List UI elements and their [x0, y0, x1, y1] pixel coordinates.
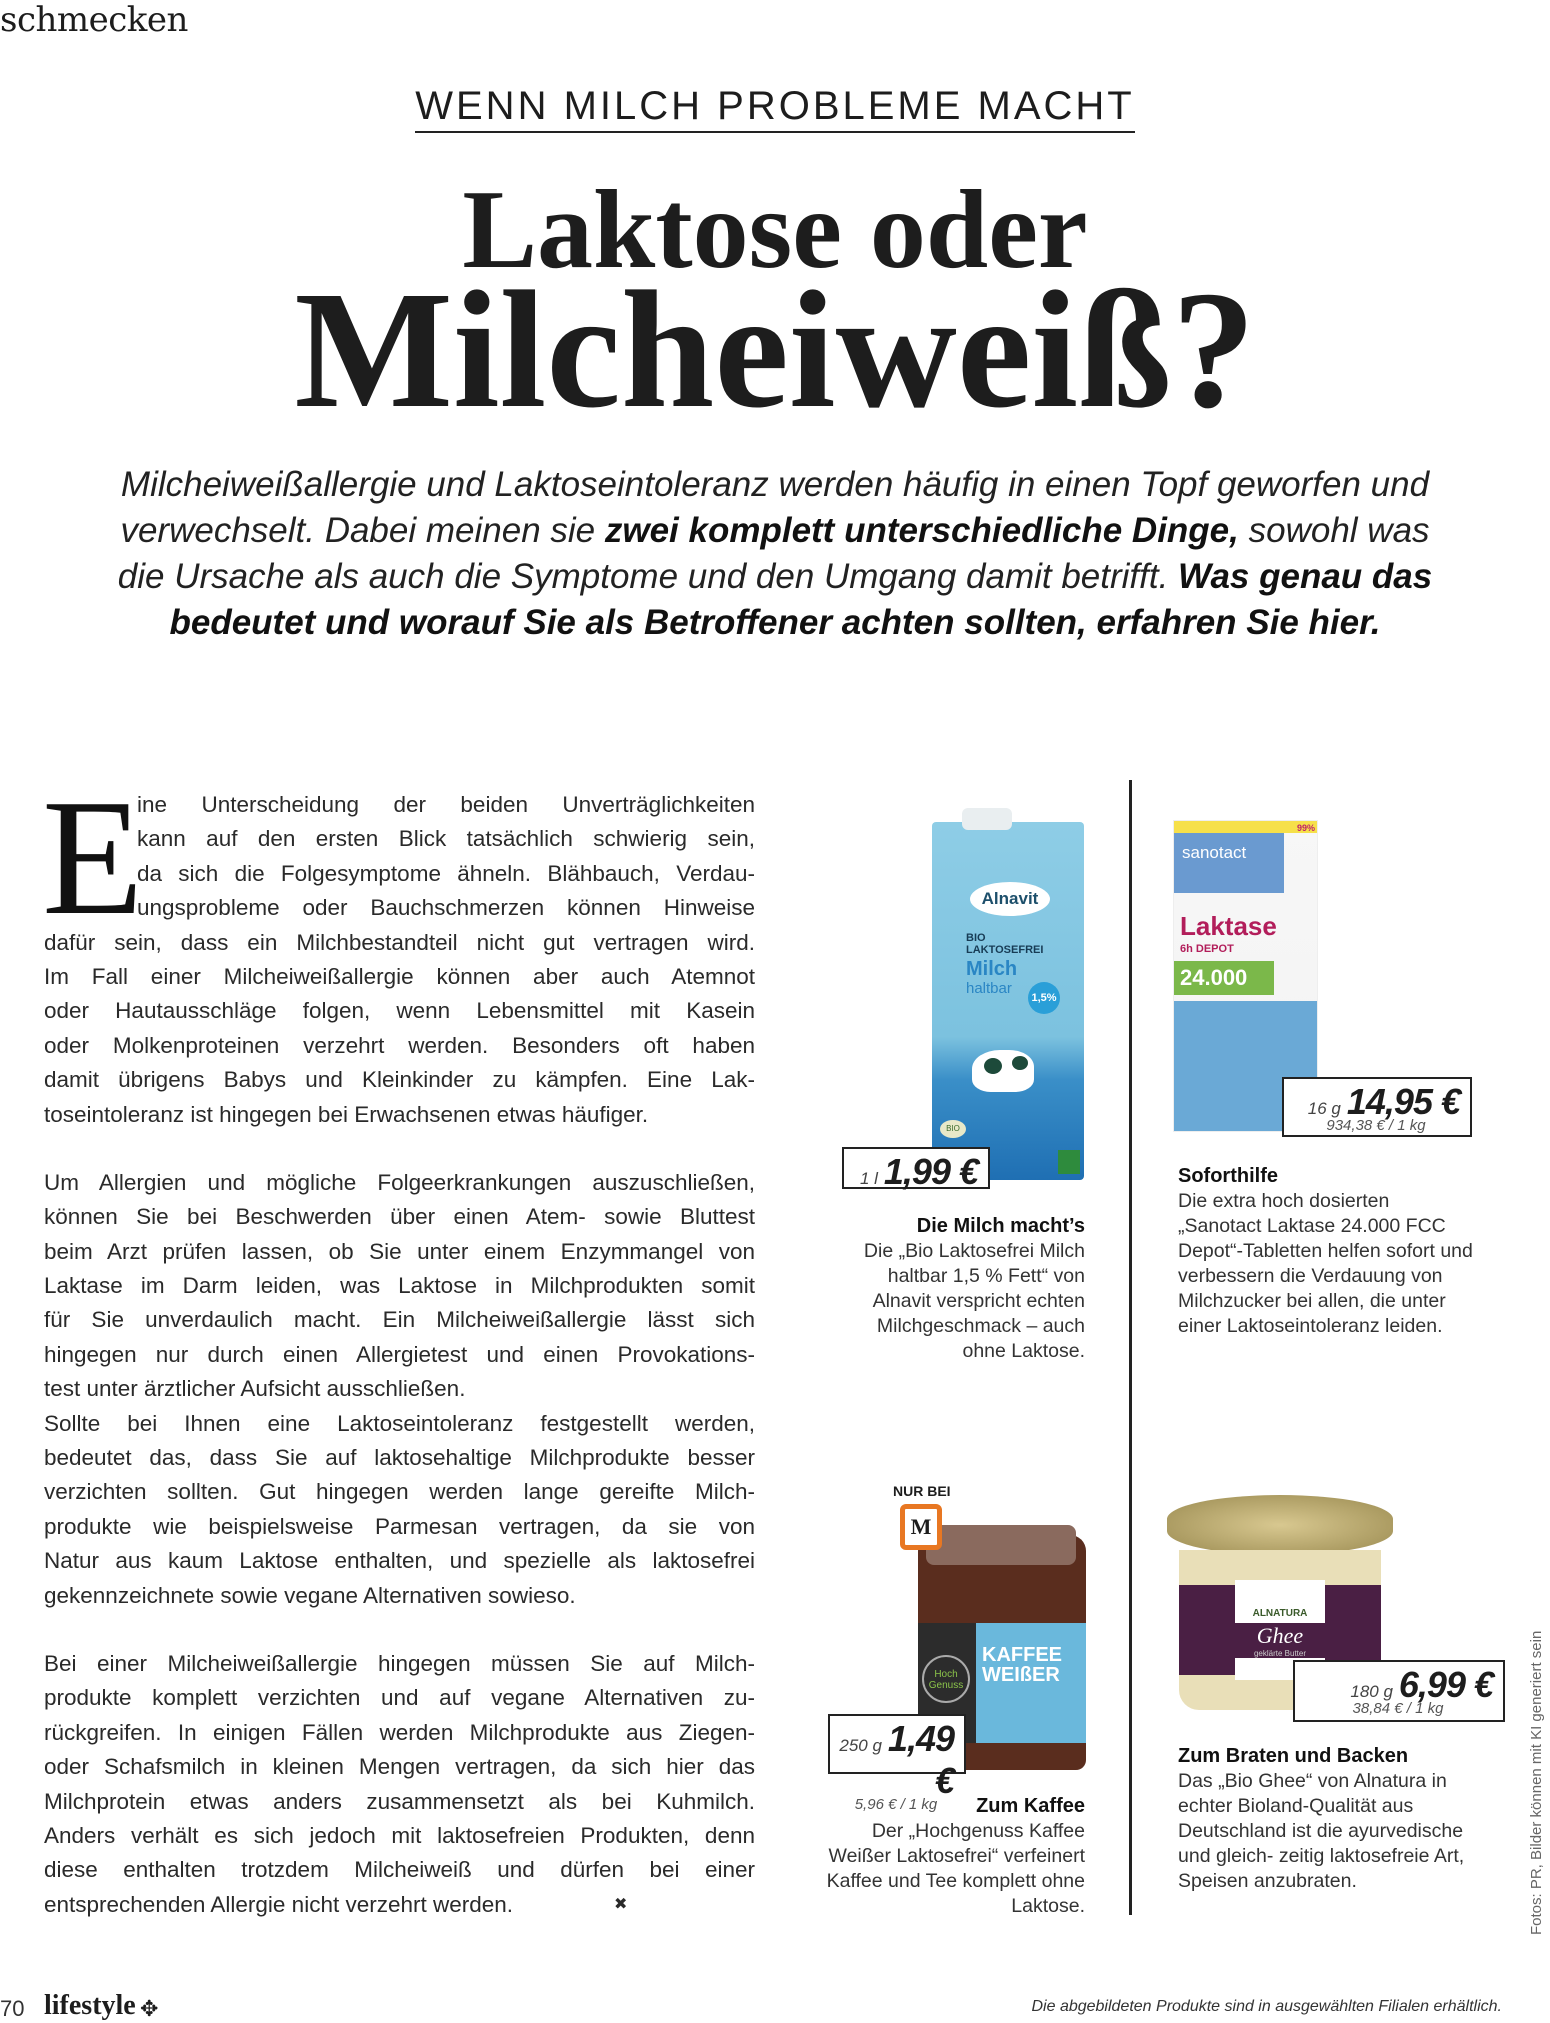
price: 14,95 €	[1346, 1081, 1460, 1122]
body-line: Bei einer Milcheiweißallergie hingegen müssen Sie auf Milch-	[44, 1650, 755, 1676]
body-line: toseintoleranz ist hingegen bei Erwachsenen etwas häufiger.	[44, 1101, 649, 1127]
pack-text: Ghee	[1235, 1623, 1325, 1649]
kicker-text: WENN MILCH PROBLEME MACHT	[415, 84, 1135, 133]
unit: 1 l	[859, 1169, 878, 1188]
body-line: für Sie unverdaulich macht. Ein Milcheiweißallergie lässt sich	[44, 1307, 755, 1333]
pack-text: 6h DEPOT	[1180, 943, 1234, 955]
body-line: oder Molkenproteinen verzehrt werden. Besonders oft haben	[44, 1032, 755, 1058]
body-line: Sollte bei Ihnen eine Laktoseintoleranz festgestellt werden,	[44, 1410, 755, 1436]
body-line: ine Unterscheidung der beiden Unverträglichkeiten	[137, 792, 755, 817]
product-caption	[1178, 1744, 1478, 1894]
intro-bold: Was genau das bedeutet und worauf Sie als Betroffener achten sollten, erfahren Sie hier.	[169, 557, 1433, 642]
pack-brand: sanotact	[1174, 833, 1284, 893]
product-title: Zum Kaffee	[976, 1795, 1085, 1817]
column-divider	[1129, 780, 1132, 1915]
product-title: Die Milch macht’s	[916, 1215, 1085, 1237]
cap-icon	[962, 808, 1012, 830]
body-line: test unter ärztlicher Aufsicht ausschließen.	[44, 1376, 466, 1402]
body-line: Laktase im Darm leiden, was Laktose in Milchprodukten somit	[44, 1273, 755, 1299]
product-caption	[820, 1794, 1085, 1919]
body-line: Natur aus kaum Laktose enthalten, und spezielle als laktosefrei	[44, 1548, 755, 1574]
magazine-name: lifestyle	[44, 1990, 136, 2021]
section-label: schmecken	[0, 0, 188, 40]
product-title: Zum Braten und Backen	[1178, 1745, 1409, 1767]
product-image-milk	[932, 822, 1084, 1180]
product-caption	[1178, 1164, 1478, 1339]
product-text: Die „Bio Laktosefrei Milch haltbar 1,5 % Fett“ von Alnavit verspricht echten Milchgeschmack – auch ohne Laktose.	[863, 1240, 1085, 1362]
body-line: dafür sein, dass ein Milchbestandteil nicht gut vertragen wird.	[44, 929, 755, 955]
bio-seal: BIO	[940, 1120, 966, 1138]
product-text: Die extra hoch dosierten „Sanotact Laktase 24.000 FCC Depot“-Tabletten helfen sofort und verbessern die Verdauung von Milchzucker bei allen, die unter einer Laktoseintoleranz leiden.	[1178, 1190, 1473, 1337]
price-tag	[1293, 1660, 1505, 1722]
product-text: Das „Bio Ghee“ von Alnatura in echter Bioland-Qualität aus Deutschland ist die ayurvedische und gleich- zeitig laktosefreie Art, Speisen anzubraten.	[1178, 1770, 1465, 1892]
price-tag	[828, 1714, 966, 1813]
pack-brand: Hoch Genuss	[922, 1655, 970, 1703]
body-line: Im Fall einer Milcheiweißallergie können aber auch Atemnot	[44, 963, 755, 989]
body-line: kann auf den ersten Blick tatsächlich schwierig sein,	[137, 826, 755, 852]
body-line: entsprechenden Allergie nicht verzehrt werden.	[44, 1891, 514, 1917]
body-line: Um Allergien und mögliche Folgeerkrankungen auszuschließen,	[44, 1169, 755, 1195]
article-body	[42, 765, 755, 1922]
body-line: oder Schafsmilch in kleinen Mengen vertragen, da sich hier das	[44, 1754, 755, 1780]
body-line: produkte komplett verzichten und auf vegane Alternativen zu-	[44, 1685, 755, 1711]
body-line: können Sie bei Beschwerden über einen Atem- sowie Bluttest	[44, 1204, 755, 1230]
product-caption	[830, 1214, 1085, 1364]
price: 1,99 €	[883, 1151, 978, 1192]
availability-note: Die abgebildeten Produkte sind in ausgewählten Filialen erhältlich.	[1031, 1998, 1502, 2015]
headline-line1: Laktose oder	[462, 168, 1088, 292]
unit: 180 g	[1350, 1682, 1393, 1701]
fat-badge: 1,5%	[1028, 982, 1060, 1014]
body-line: verzichten sollten. Gut hingegen werden lange gereifte Milch-	[44, 1479, 755, 1505]
body-line: rückgreifen. In einigen Fällen werden Milchprodukte aus Ziegen-	[44, 1719, 755, 1745]
unit: 16 g	[1307, 1099, 1341, 1118]
intro-text: sowohl was die Ursache als auch die Symptome und den Umgang damit betrifft.	[117, 511, 1430, 596]
end-mark-icon: ✖	[614, 1895, 628, 1913]
body-line: ungsprobleme oder Bauchschmerzen können Hinweise	[137, 895, 755, 921]
body-line: diese enthalten trotzdem Milcheiweiß und dürfen bei einer	[44, 1857, 755, 1883]
store-badge: NUR BEI	[893, 1483, 951, 1499]
drop-cap: E	[42, 765, 144, 949]
body-line: Anders verhält es sich jedoch mit laktosefreien Produkten, denn	[44, 1822, 755, 1848]
pack-text: Laktase	[1180, 911, 1277, 941]
body-line: damit übrigens Babys und Kleinkinder zu kämpfen. Eine Lak-	[44, 1067, 755, 1093]
product-title: Soforthilfe	[1178, 1165, 1278, 1187]
body-line: produkte wie beispielsweise Parmesan vertragen, da sie von	[44, 1513, 755, 1539]
price-per-kg: 38,84 € / 1 kg	[1352, 1700, 1444, 1717]
pack-text: 24.000	[1174, 961, 1274, 995]
pack-text: 99%	[1296, 823, 1315, 833]
product-text: Der „Hochgenuss Kaffee Weißer Laktosefrei“ verfeinert Kaffee und Tee komplett ohne Laktose.	[826, 1820, 1085, 1917]
price-tag	[1282, 1077, 1472, 1137]
intro	[100, 462, 1450, 646]
intro-bold: zwei komplett unterschiedliche Dinge,	[604, 511, 1239, 550]
pack-text: BIO	[966, 932, 986, 944]
pack-brand: ALNATURA	[1252, 1608, 1308, 1619]
page-number: 70	[0, 1996, 25, 2021]
body-line: hingegen nur durch einen Allergietest und einen Provokations-	[44, 1341, 755, 1367]
pack-text: LAKTOSEFREI	[966, 944, 1044, 956]
pack-text: WEIßER	[982, 1664, 1060, 1686]
body-line: da sich die Folgesymptome ähneln. Blähbauch, Verdau-	[137, 860, 755, 886]
flower-icon: ✥	[140, 1996, 159, 2021]
price-tag	[842, 1147, 990, 1192]
price: 1,49 €	[887, 1718, 954, 1801]
pack-brand: Alnavit	[970, 882, 1050, 916]
headline-line2: Milcheiweiß?	[294, 257, 1256, 443]
body-line: gekennzeichnete sowie vegane Alternativen sowieso.	[44, 1582, 576, 1608]
pack-text: haltbar	[966, 980, 1012, 997]
cow-icon	[972, 1050, 1034, 1092]
pack-text: geklärte Butter	[1235, 1649, 1325, 1658]
body-line: Milchprotein etwas anders zusammensetzt als bei Kuhmilch.	[44, 1788, 755, 1814]
price-per-kg: 934,38 € / 1 kg	[1326, 1117, 1426, 1134]
store-logo: M	[900, 1504, 942, 1550]
intro-text: Milcheiweißallergie und Laktoseintoleranz werden häufig in einen Topf geworfen und verwechselt. Dabei meinen sie	[120, 465, 1430, 550]
pack-text: KAFFEE	[982, 1644, 1062, 1666]
body-line: oder Hautausschläge folgen, wenn Lebensmittel mit Kasein	[44, 998, 755, 1024]
photo-credit: Fotos: PR, Bilder können mit KI generiert sein	[1528, 1630, 1545, 1935]
body-line: bedeutet das, dass Sie auf laktosehaltige Milchprodukte besser	[44, 1445, 755, 1471]
bioland-logo	[1058, 1150, 1080, 1174]
pack-text: Milch	[966, 958, 1018, 980]
body-line: beim Arzt prüfen lassen, ob Sie unter einem Enzymmangel von	[44, 1238, 755, 1264]
price-per-kg: 5,96 € / 1 kg	[854, 1796, 938, 1813]
unit: 250 g	[839, 1736, 882, 1755]
price: 6,99 €	[1398, 1664, 1493, 1705]
kicker	[0, 84, 1550, 129]
